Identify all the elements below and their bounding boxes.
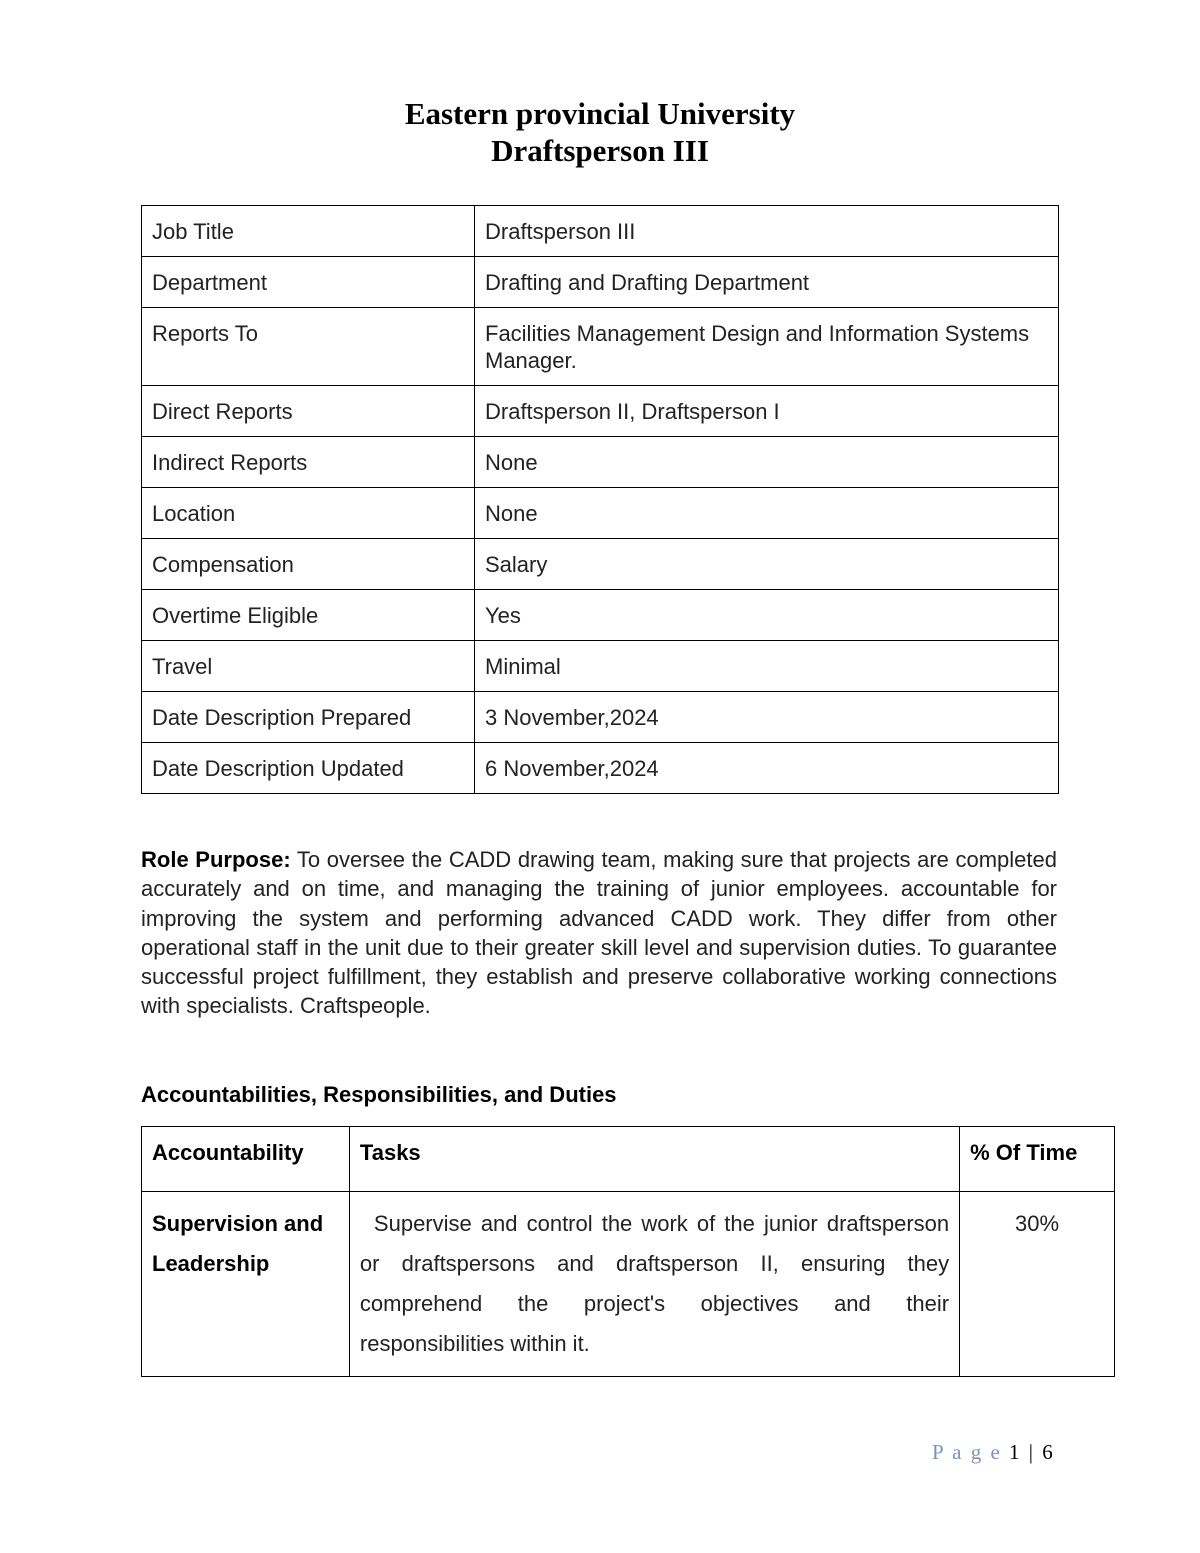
job-info-label: Date Description Updated — [142, 743, 475, 794]
job-info-value: Salary — [475, 539, 1059, 590]
job-info-label: Compensation — [142, 539, 475, 590]
role-purpose-paragraph — [141, 845, 1057, 1021]
job-info-label: Direct Reports — [142, 386, 475, 437]
role-purpose-text: To oversee the CADD drawing team, making sure that projects are completed accurately and on time, and managing the training of junior employees. accountable for improving the system and performing advanced CADD work. They differ from other operational staff in the unit due to their greater skill level and supervision duties. To guarantee successful project fulfillment, they establish and preserve collaborative working connections with specialists. Craftspeople. — [141, 847, 1058, 1019]
job-info-label: Job Title — [142, 206, 475, 257]
job-info-value: Draftsperson III — [475, 206, 1059, 257]
column-header-tasks: Tasks — [349, 1127, 959, 1192]
table-row — [142, 539, 1059, 590]
job-info-value: 3 November,2024 — [475, 692, 1059, 743]
job-info-label: Location — [142, 488, 475, 539]
job-info-label: Department — [142, 257, 475, 308]
job-info-value: Facilities Management Design and Information Systems Manager. — [475, 308, 1059, 386]
job-info-value: None — [475, 488, 1059, 539]
table-header-row — [142, 1127, 1115, 1192]
job-info-label: Reports To — [142, 308, 475, 386]
table-row — [142, 206, 1059, 257]
accountability-cell: Supervision and Leadership — [142, 1192, 350, 1377]
table-row — [142, 386, 1059, 437]
job-info-value: None — [475, 437, 1059, 488]
tasks-cell — [349, 1192, 959, 1377]
table-row — [142, 641, 1059, 692]
table-row — [142, 308, 1059, 386]
position-title: Draftsperson III — [491, 133, 709, 168]
job-info-value: Yes — [475, 590, 1059, 641]
job-info-table — [141, 205, 1059, 794]
role-purpose-label: Role Purpose: — [141, 847, 291, 872]
tasks-text: Supervise and control the work of the junior draftsperson or draftspersons and draftsperson II, ensuring they comprehend the project's objectives and their responsibilities within it. — [359, 1211, 950, 1356]
column-header-accountability: Accountability — [142, 1127, 350, 1192]
job-info-label: Overtime Eligible — [142, 590, 475, 641]
table-row — [142, 590, 1059, 641]
percent-time-cell: 30% — [960, 1192, 1115, 1377]
job-info-label: Indirect Reports — [142, 437, 475, 488]
page-footer — [932, 1440, 1055, 1465]
job-info-label: Travel — [142, 641, 475, 692]
job-info-value: Draftsperson II, Draftsperson I — [475, 386, 1059, 437]
institution-name: Eastern provincial University — [404, 96, 796, 131]
job-info-value: Minimal — [475, 641, 1059, 692]
duties-table — [141, 1126, 1115, 1377]
table-row — [142, 257, 1059, 308]
page-number: 1 | 6 — [1009, 1440, 1055, 1464]
job-info-value: Drafting and Drafting Department — [475, 257, 1059, 308]
job-info-label: Date Description Prepared — [142, 692, 475, 743]
table-row — [142, 743, 1059, 794]
table-row — [142, 1192, 1115, 1377]
job-info-value: 6 November,2024 — [475, 743, 1059, 794]
table-row — [142, 692, 1059, 743]
table-row — [142, 437, 1059, 488]
column-header-percent-time: % Of Time — [960, 1127, 1115, 1192]
duties-heading: Accountabilities, Responsibilities, and Duties — [141, 1082, 617, 1107]
table-row — [142, 488, 1059, 539]
document-title — [0, 95, 1200, 169]
page-label: P a g e — [932, 1440, 1002, 1464]
